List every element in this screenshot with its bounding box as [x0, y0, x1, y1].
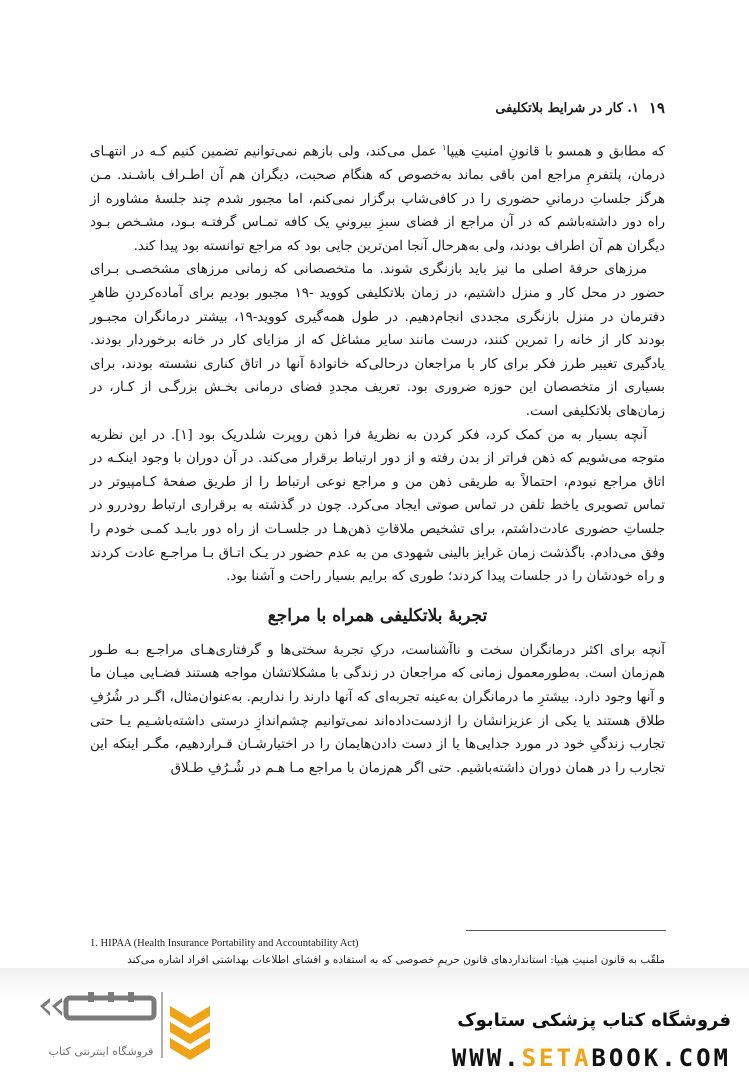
- page-number: ۱۹: [648, 99, 665, 117]
- store-name: فروشگاه کتاب پزشکی ستابوک: [457, 1010, 731, 1031]
- page-body: [90, 136, 665, 780]
- running-header: [90, 96, 665, 120]
- footnote-divider: [466, 930, 666, 931]
- paragraph-4: آنچه برای اکثر درمانگران سخت و ناآشناست، درکِ تجربهٔ سختی‌ها و گرفتاری‌هـای مراجـع بـه طـور هم‌زمان است. به‌طورمعمول زمانی که مراجعان در زندگی با مشکلاتشان مواجه هستند فضـایی میـان ما و آنها وجود دارد. بیشترِ ما درمانگران به‌عینه تجربه‌ای که آنها دارند را نداریم. به‌عنوان‌مثال، اگـر در شُرُفِ طلاق هستند یا یکی از عزیزانشان را ازدست‌داده‌اند نمی‌توانیم چشم‌اندازِ درستی داشته‌باشـیم یـا حتی تجارب زندگیِ خود در مورد جدایی‌ها یا از دست دادن‌هایمان را در اختیارشـان قـراردهیم، مگـر اینکه این تجارب را در همان دوران داشته‌باشیم. حتی اگر هم‌زمان با مراجع مـا هـم در شُـرُفِ طـلاق: [90, 642, 665, 776]
- paragraph-3: آنچه بسیار به من کمک کرد، فکر کردن به نظریهٔ فرا ذهن روپرت شلدریک بود [۱]. در این نظریه متوجه می‌شویم که ذهن فراتر از بدن رفته و از دور ارتباط برقرار می‌کند. در آن دوران با وجود اینکـه در اتاق مراجع نبودم، احتمالاً به طریقی ذهن من و مراجع نوعی ارتباط را از طریق صفحهٔ کـامپیوتر در تماس تصویری یاخط تلفن در تماس صوتی ایجاد می‌کرد. چون در گذشته به برقراری ارتباط رودررو در جلساتِ حضوری عادت‌داشتم، برای تشخیص ملاقاتِ ذهن‌هـا در جلسـات از راه دور بایـد کمـی خودم را وفق می‌دادم. باگذشت زمان غرایز بالینی شهودی من به عدم حضور در یـک اتـاق بـا مراجـع عادت کردند و راه خودشان را در جلسات پیدا کردند؛ طوری که برایم بسیار راحت و آشنا بود.: [90, 427, 665, 585]
- footnote-marker[interactable]: ۱: [442, 143, 447, 152]
- section-heading: تجربهٔ بلاتکلیفی همراه با مراجع: [267, 605, 488, 626]
- paragraph-2: مرزهای حرفهٔ اصلی ما نیز باید بازنگری شوند. ما متخصصانی که زمانی مرزهای مشخصـی بـرای حضور در محل کار و منزل داشتیم، در زمان بلاتکلیفی کووید -۱۹ مجبور بودیم برای آماده‌کردنِ ظاهرِ دفترمان در منزل بازنگری مجددی انجام‌دهیم. در طول همه‌گیری کووید-۱۹، بیشتر درمانگران مجبـور بودند کار از خانه را تمرین کنند، درست مانند سایر مشاغل که از مزایای کار در خانه برخوردار بودند. یادگیری تغییر طرز فکر برای کار با مراجعان درحالی‌که خانوادهٔ آنها در اتاق کناری نشسته بودند، برای بسیاری از متخصصان این حوزه ضروری بود. تعریف مجددِ فضای درمانی بخـش بزرگـی از کـار، در زمان‌های بلاتکلیفی است.: [90, 262, 665, 419]
- footnote-english: 1. HIPAA (Health Insurance Portability and Accountability Act): [90, 938, 359, 949]
- footnote-persian: ملقّب به قانون امنیتِ هیپا: استانداردهای قانون حریمِ خصوصی که به استفاده و افشای اطلاعات بهداشتی افراد اشاره می‌کند: [127, 954, 665, 966]
- paragraph-1: که مطابق و همسو با قانونِ امنیتِ هیپا$^۱$ عمل می‌کند، ولی بازهم نمی‌توانیم تضمین کنیم کـه در انتهـای درمان، پلتفرمِ مراجع امن باقی بماند به‌خصوص که هنگام صحبت، دیگران هم آن اطـراف باشـند. مـن هرگز جلساتِ درمانیِ حضوری را در کافی‌شاپ برگزار نمی‌کنم، اما مجبور شدم چند جلسهٔ مشاوره از راه دور داشته‌باشم که در آن مراجع از فضای سبزِ بیرونیِ یک کافه تمـاس گرفتـه بـود، مشـخص بـود دیگران هم آن اطراف بودند، ولی به‌هرحال آنجا امن‌ترین جایی بود که مراجع توانسته بود پیدا کند.: [90, 143, 665, 254]
- logo-caption: فروشگاه اینترنتی کتاب: [48, 1045, 154, 1058]
- chapter-title: ۱. کار در شرایط بلاتکلیفی: [495, 100, 639, 116]
- store-url-link[interactable]: WWW.SETABOOK.COM: [451, 1044, 731, 1072]
